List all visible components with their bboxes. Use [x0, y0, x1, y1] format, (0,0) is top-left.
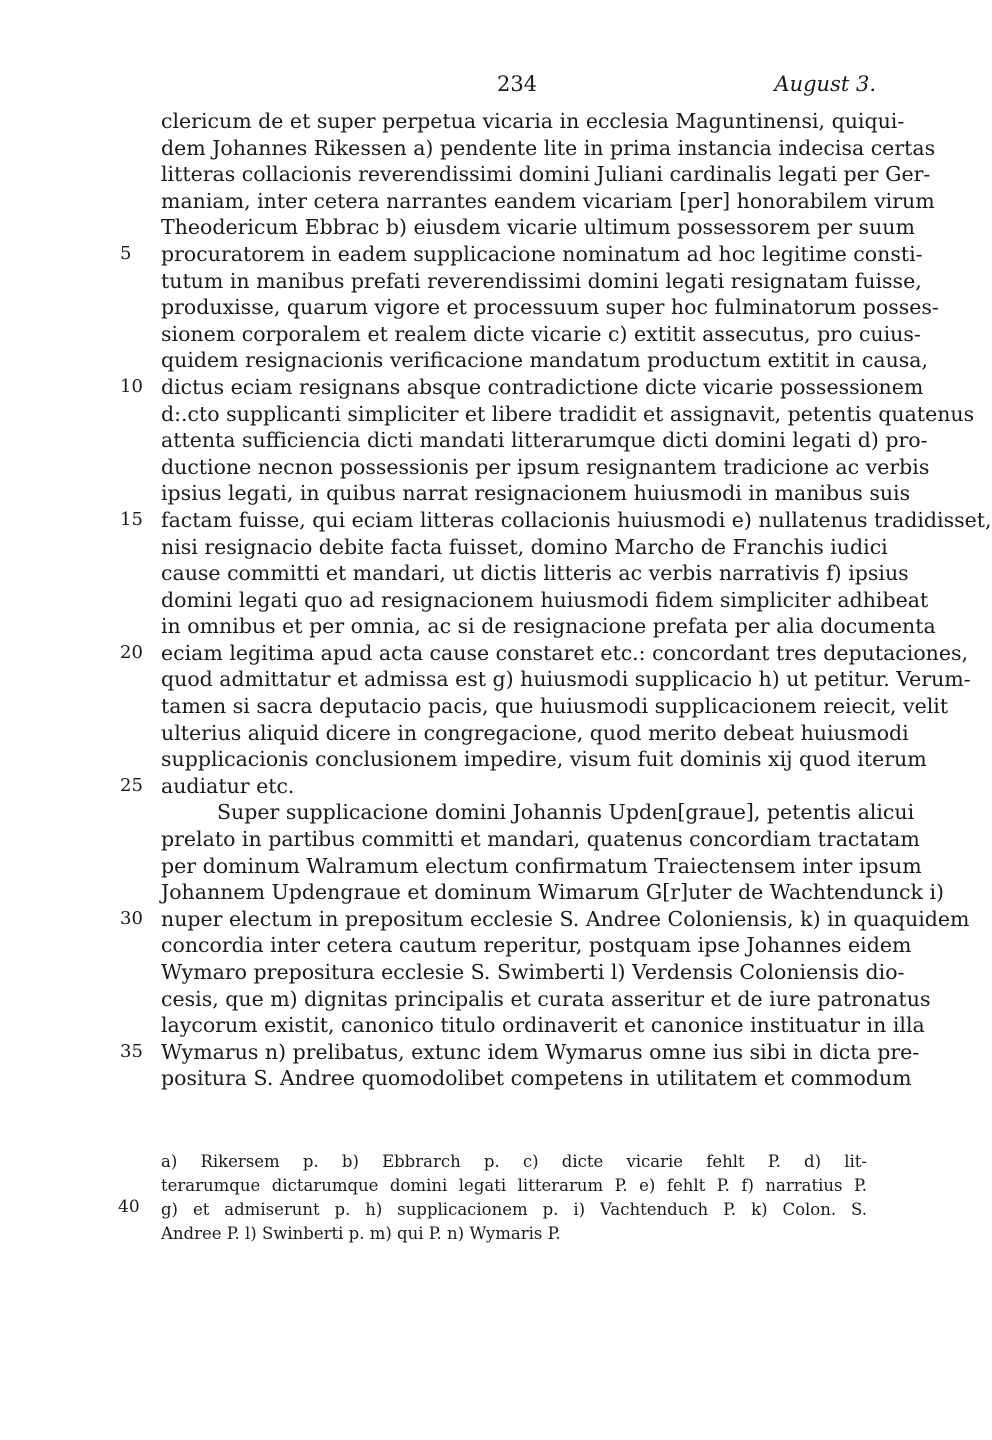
text-line: dem Johannes Rikessen a) pendente lite in prima instancia indecisa certas [161, 135, 936, 160]
text-line: ipsius legati, in quibus narrat resignacionem huiusmodi in manibus suis [161, 481, 911, 506]
text-line: prelato in partibus committi et mandari, quatenus concordiam tractatam [161, 827, 920, 852]
text-line: Wymarus n) prelibatus, extunc idem Wymarus omne ius sibi in dicta pre- [161, 1039, 920, 1064]
footnote-line: g) et admiserunt p. h) supplicacionem p. i) Vachtenduch P. k) Colon. S. [161, 1200, 867, 1219]
text-line: Theodericum Ebbrac b) eiusdem vicarie ultimum possessorem per suum [161, 215, 915, 240]
text-line: eciam legitima apud acta cause constaret etc.: concordant tres deputaciones, [161, 640, 969, 665]
text-line: domini legati quo ad resignacionem huiusmodi fidem simpliciter adhibeat [161, 587, 929, 612]
text-line: audiatur etc. [161, 773, 295, 798]
text-line: concordia inter cetera cautum reperitur, postquam ipse Johannes eidem [161, 933, 912, 958]
text-line: laycorum existit, canonico titulo ordinaverit et canonice instituatur in illa [161, 1013, 925, 1038]
text-line: procuratorem in eadem supplicacione nominatum ad hoc legitime consti- [161, 241, 923, 266]
text-line: nuper electum in prepositum ecclesie S. Andree Coloniensis, k) in quaquidem [161, 906, 970, 931]
text-line: quidem resignacionis verificacione mandatum productum extitit in causa, [161, 348, 929, 373]
running-head: August 3. [774, 72, 876, 96]
text-line: Johannem Updengraue et dominum Wimarum G[r]uter de Wachtendunck i) [161, 880, 945, 905]
main-text [161, 108, 992, 1092]
text-line: sionem corporalem et realem dicte vicarie c) extitit assecutus, pro cuius- [161, 321, 921, 346]
text-line: produxisse, quarum vigore et processuum super hoc fulminatorum posses- [161, 295, 939, 320]
text-line: factam fuisse, qui eciam litteras collacionis huiusmodi e) nullatenus tradidisset, [161, 507, 992, 532]
text-line: litteras collacionis reverendissimi domini Juliani cardinalis legati per Ger- [161, 162, 931, 187]
line-number: 5 [120, 243, 132, 264]
line-number: 15 [120, 509, 143, 530]
text-line: Super supplicacione domini Johannis Upden[graue], petentis alicui [217, 800, 915, 825]
text-line: cause committi et mandari, ut dictis litteris ac verbis narrativis f) ipsius [161, 561, 909, 586]
footnote-line-number: 40 [118, 1197, 140, 1217]
footnotes [161, 1150, 867, 1246]
line-number: 20 [120, 642, 143, 663]
text-line: quod admittatur et admissa est g) huiusmodi supplicacio h) ut petitur. Verum- [161, 667, 971, 692]
line-number: 10 [120, 376, 143, 397]
line-number: 35 [120, 1041, 143, 1062]
text-line: attenta sufficiencia dicti mandati litterarumque dicti domini legati d) pro- [161, 428, 928, 453]
text-line: Wymaro prepositura ecclesie S. Swimberti l) Verdensis Coloniensis dio- [161, 960, 905, 984]
text-line: ulterius aliquid dicere in congregacione, quod merito debeat huiusmodi [161, 720, 909, 745]
text-line: dictus eciam resignans absque contradictione dicte vicarie possessionem [161, 374, 924, 399]
text-line: d:.cto supplicanti simpliciter et libere tradidit et assignavit, petentis quatenus [161, 401, 975, 426]
text-line: cesis, que m) dignitas principalis et curata asseritur et de iure patronatus [161, 986, 931, 1011]
footnote-line: terarumque dictarumque domini legati litterarum P. e) fehlt P. f) narratius P. [161, 1176, 867, 1195]
text-line: supplicacionis conclusionem impedire, visum fuit dominis xij quod iterum [161, 747, 927, 772]
page-number: 234 [497, 72, 538, 96]
text-line: per dominum Walramum electum confirmatum Traiectensem inter ipsum [161, 853, 922, 878]
text-line: maniam, inter cetera narrantes eandem vicariam [per] honorabilem virum [161, 188, 935, 213]
text-line: positura S. Andree quomodolibet competens in utilitatem et commodum [161, 1066, 912, 1091]
line-number: 25 [120, 775, 143, 796]
text-line: tutum in manibus prefati reverendissimi domini legati resignatam fuisse, [161, 268, 922, 293]
line-number: 30 [120, 908, 143, 929]
text-line: in omnibus et per omnia, ac si de resignacione prefata per alia documenta [161, 614, 936, 639]
text-line: clericum de et super perpetua vicaria in ecclesia Maguntinensi, quiqui- [161, 109, 905, 133]
text-line: ductione necnon possessionis per ipsum resignantem tradicione ac verbis [161, 454, 930, 479]
footnote-line: Andree P. l) Swinberti p. m) qui P. n) Wymaris P. [161, 1224, 561, 1243]
text-line: tamen si sacra deputacio pacis, que huiusmodi supplicacionem reiecit, velit [161, 694, 949, 719]
footnote-line: a) Rikersem p. b) Ebbrarch p. c) dicte vicarie fehlt P. d) lit- [161, 1152, 867, 1171]
text-line: nisi resignacio debite facta fuisset, domino Marcho de Franchis iudici [161, 534, 888, 559]
